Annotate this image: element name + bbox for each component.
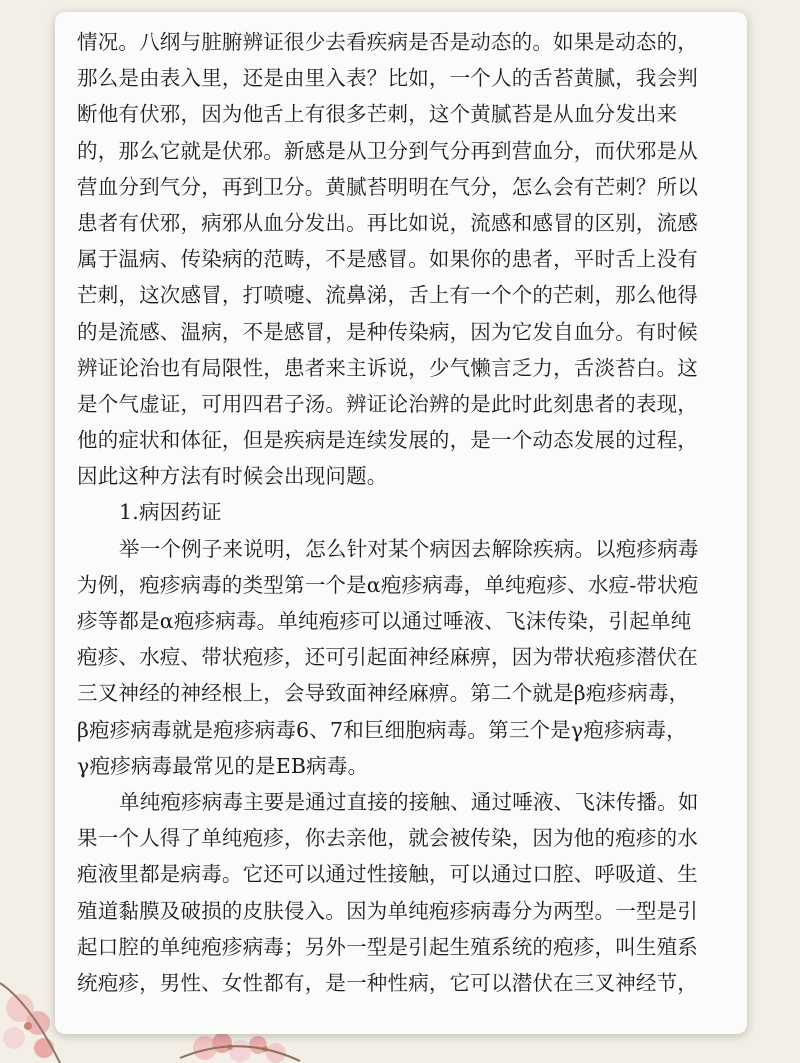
text-line: 疹等都是α疱疹病毒。单纯疱疹可以通过唾液、飞沫传染，引起单纯	[77, 609, 692, 633]
text-line: 为例，疱疹病毒的类型第一个是α疱疹病毒，单纯疱疹、水痘-带状疱	[77, 572, 699, 597]
text-line: 芒刺，这次感冒，打喷嚏、流鼻涕，舌上有一个个的芒刺，那么他得	[77, 283, 698, 308]
text-line: 辨证论治也有局限性，患者来主诉说，少气懒言乏力，舌淡苔白。这	[77, 355, 698, 380]
text-line: β疱疹病毒就是疱疹病毒6、7和巨细胞病毒。第三个是γ疱疹病毒，	[77, 717, 687, 742]
text-line: 断他有伏邪，因为他舌上有很多芒刺，这个黄腻苔是从血分发出来	[77, 102, 678, 127]
text-line: 他的症状和体征，但是疾病是连续发展的，是一个动态发展的过程，	[77, 428, 698, 453]
text-line: 单纯疱疹病毒主要是通过直接的接触、通过唾液、飞沫传播。如	[119, 789, 699, 814]
text-line: 营血分到气分，再到卫分。黄腻苔明明在气分，怎么会有芒刺？所以	[77, 174, 698, 199]
text-line: 那么是由表入里，还是由里入表？比如，一个人的舌苔黄腻，我会判	[77, 66, 698, 91]
text-line: 的，那么它就是伏邪。新感是从卫分到气分再到营血分，而伏邪是从	[77, 138, 698, 163]
text-line: 属于温病、传染病的范畴，不是感冒。如果你的患者，平时舌上没有	[77, 247, 698, 272]
text-line: 是个气虚证，可用四君子汤。辨证论治辨的是此时此刻患者的表现，	[77, 391, 698, 416]
text-line: 殖道黏膜及破损的皮肤侵入。因为单纯疱疹病毒分为两型。一型是引	[77, 898, 698, 923]
section-heading: 1.病因药证	[119, 500, 222, 525]
text-line: 三叉神经的神经根上，会导致面神经麻痹。第二个就是β疱疹病毒，	[77, 681, 690, 706]
text-line: γ疱疹病毒最常见的是EB病毒。	[77, 753, 369, 778]
text-line: 的是流感、温病，不是感冒，是种传染病，因为它发自血分。有时候	[77, 319, 698, 344]
text-line: 果一个人得了单纯疱疹，你去亲他，就会被传染，因为他的疱疹的水	[77, 826, 698, 851]
text-line: 情况。八纲与脏腑辨证很少去看疾病是否是动态的。如果是动态的，	[77, 30, 698, 54]
text-line: 疱液里都是病毒。它还可以通过性接触，可以通过口腔、呼吸道、生	[77, 862, 698, 887]
text-line: 举一个例子来说明，怎么针对某个病因去解除疾病。以疱疹病毒	[119, 536, 699, 561]
text-line: 因此这种方法有时候会出现问题。	[77, 464, 388, 489]
text-line: 统疱疹，男性、女性都有，是一种性病，它可以潜伏在三叉神经节，	[77, 970, 698, 995]
text-line: 起口腔的单纯疱疹病毒；另外一型是引起生殖系统的疱疹，叫生殖系	[77, 934, 698, 959]
text-line: 患者有伏邪，病邪从血分发出。再比如说，流感和感冒的区别，流感	[77, 210, 698, 235]
body-text	[77, 24, 727, 1001]
book-page	[55, 12, 747, 1034]
text-line: 疱疹、水痘、带状疱疹，还可引起面神经麻痹，因为带状疱疹潜伏在	[77, 645, 698, 670]
